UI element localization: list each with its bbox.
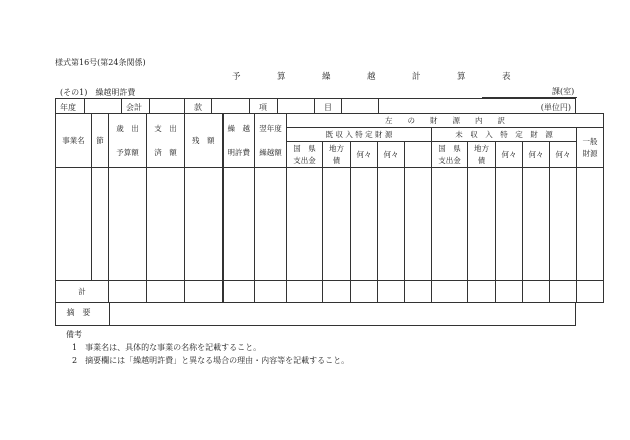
- col-saishutsu: 歳 出 予算額: [109, 114, 147, 168]
- cell[interactable]: [496, 281, 523, 303]
- cell[interactable]: [405, 281, 432, 303]
- divider: [314, 99, 315, 113]
- tekiyou-label: 摘要: [56, 302, 110, 325]
- data-entry-row: [56, 168, 604, 281]
- col-ippan-zaigen: 一般 財源: [577, 128, 604, 168]
- mishuunyu-nanika-3: 何々: [550, 142, 577, 168]
- cell[interactable]: [351, 168, 378, 281]
- form-reference: 様式第16号(第24条関係): [55, 58, 146, 67]
- divider: [378, 99, 379, 113]
- cell[interactable]: [92, 168, 109, 281]
- cell[interactable]: [577, 168, 604, 281]
- cell[interactable]: [287, 168, 323, 281]
- zaigen-uchiwake-header: 左 の 財 源 内 訳: [287, 114, 604, 128]
- total-label: 計: [56, 281, 109, 303]
- col-jigyoumei: 事業名: [56, 114, 92, 168]
- kishuunyu-kokken: 国 県 支出金: [287, 142, 323, 168]
- divider: [149, 99, 150, 113]
- cell[interactable]: [577, 281, 604, 303]
- cell[interactable]: [550, 168, 577, 281]
- cell[interactable]: [468, 168, 496, 281]
- cell[interactable]: [496, 168, 523, 281]
- mishuunyu-kokken: 国 県 支出金: [432, 142, 468, 168]
- cell[interactable]: [432, 281, 468, 303]
- cell[interactable]: [185, 281, 223, 303]
- cell[interactable]: [351, 281, 378, 303]
- col-yokunendo: 翌年度 繰越額: [255, 114, 287, 168]
- nendo-label: 年度: [60, 103, 76, 112]
- divider: [341, 99, 342, 113]
- cell[interactable]: [109, 281, 147, 303]
- col-shishutsu: 支 出 済 額: [147, 114, 185, 168]
- col-kurikoshi: 繰 越 明許費: [223, 114, 255, 168]
- kishuunyu-nanika-2: 何々: [378, 142, 405, 168]
- department-label: 課(室): [552, 87, 575, 96]
- kishuunyu-nanika-1: 何々: [351, 142, 378, 168]
- divider: [121, 99, 122, 113]
- tekiyou-row: [55, 302, 576, 326]
- nendo-field[interactable]: [84, 99, 85, 113]
- divider: [277, 99, 278, 113]
- cell[interactable]: [255, 281, 287, 303]
- cell[interactable]: [432, 168, 468, 281]
- cell[interactable]: [523, 168, 550, 281]
- kishuunyu-chihousai: 地方 債: [323, 142, 351, 168]
- mishuunyu-chihousai: 地方 債: [468, 142, 496, 168]
- col-zangaku: 残 額: [185, 114, 223, 168]
- divider: [249, 99, 250, 113]
- mishuunyu-header: 未 収 入 特 定 財 源: [432, 128, 577, 142]
- cell[interactable]: [468, 281, 496, 303]
- cell[interactable]: [223, 281, 255, 303]
- kan-label: 款: [194, 103, 202, 112]
- cell[interactable]: [223, 168, 255, 281]
- total-row: [56, 281, 604, 303]
- cell[interactable]: [255, 168, 287, 281]
- cell[interactable]: [109, 168, 147, 281]
- cell[interactable]: [323, 168, 351, 281]
- header-row: [55, 98, 576, 114]
- kaikei-label: 会計: [126, 103, 142, 112]
- note-item-1: 1 事業名は、具体的な事業の名称を記載すること。: [72, 343, 262, 352]
- cell[interactable]: [56, 168, 92, 281]
- kishuunyu-header: 既 収 入 特 定 財 源: [287, 128, 432, 142]
- cell[interactable]: [323, 281, 351, 303]
- kishuunyu-blank: [405, 142, 432, 168]
- mishuunyu-nanika-2: 何々: [523, 142, 550, 168]
- divider: [184, 99, 185, 113]
- cell[interactable]: [523, 281, 550, 303]
- cell[interactable]: [550, 281, 577, 303]
- col-setsu: 節: [92, 114, 109, 168]
- moku-label: 目: [324, 103, 332, 112]
- unit-label: (単位円): [540, 103, 571, 112]
- cell[interactable]: [287, 281, 323, 303]
- cell[interactable]: [185, 168, 223, 281]
- cell[interactable]: [405, 168, 432, 281]
- cell[interactable]: [378, 281, 405, 303]
- mishuunyu-nanika-1: 何々: [496, 142, 523, 168]
- notes-heading: 備考: [66, 330, 82, 339]
- page-title: 予 算 繰 越 計 算 表: [232, 72, 525, 82]
- divider: [211, 99, 212, 113]
- note-item-2: 2 摘要欄には「繰越明許費」と異なる場合の理由・内容等を記載すること。: [72, 356, 350, 365]
- cell[interactable]: [147, 168, 185, 281]
- kou-label: 項: [259, 103, 267, 112]
- budget-table: [55, 113, 604, 303]
- subtitle: (その1) 繰越明許費: [60, 88, 136, 97]
- tekiyou-field[interactable]: [110, 302, 575, 325]
- cell[interactable]: [147, 281, 185, 303]
- cell[interactable]: [378, 168, 405, 281]
